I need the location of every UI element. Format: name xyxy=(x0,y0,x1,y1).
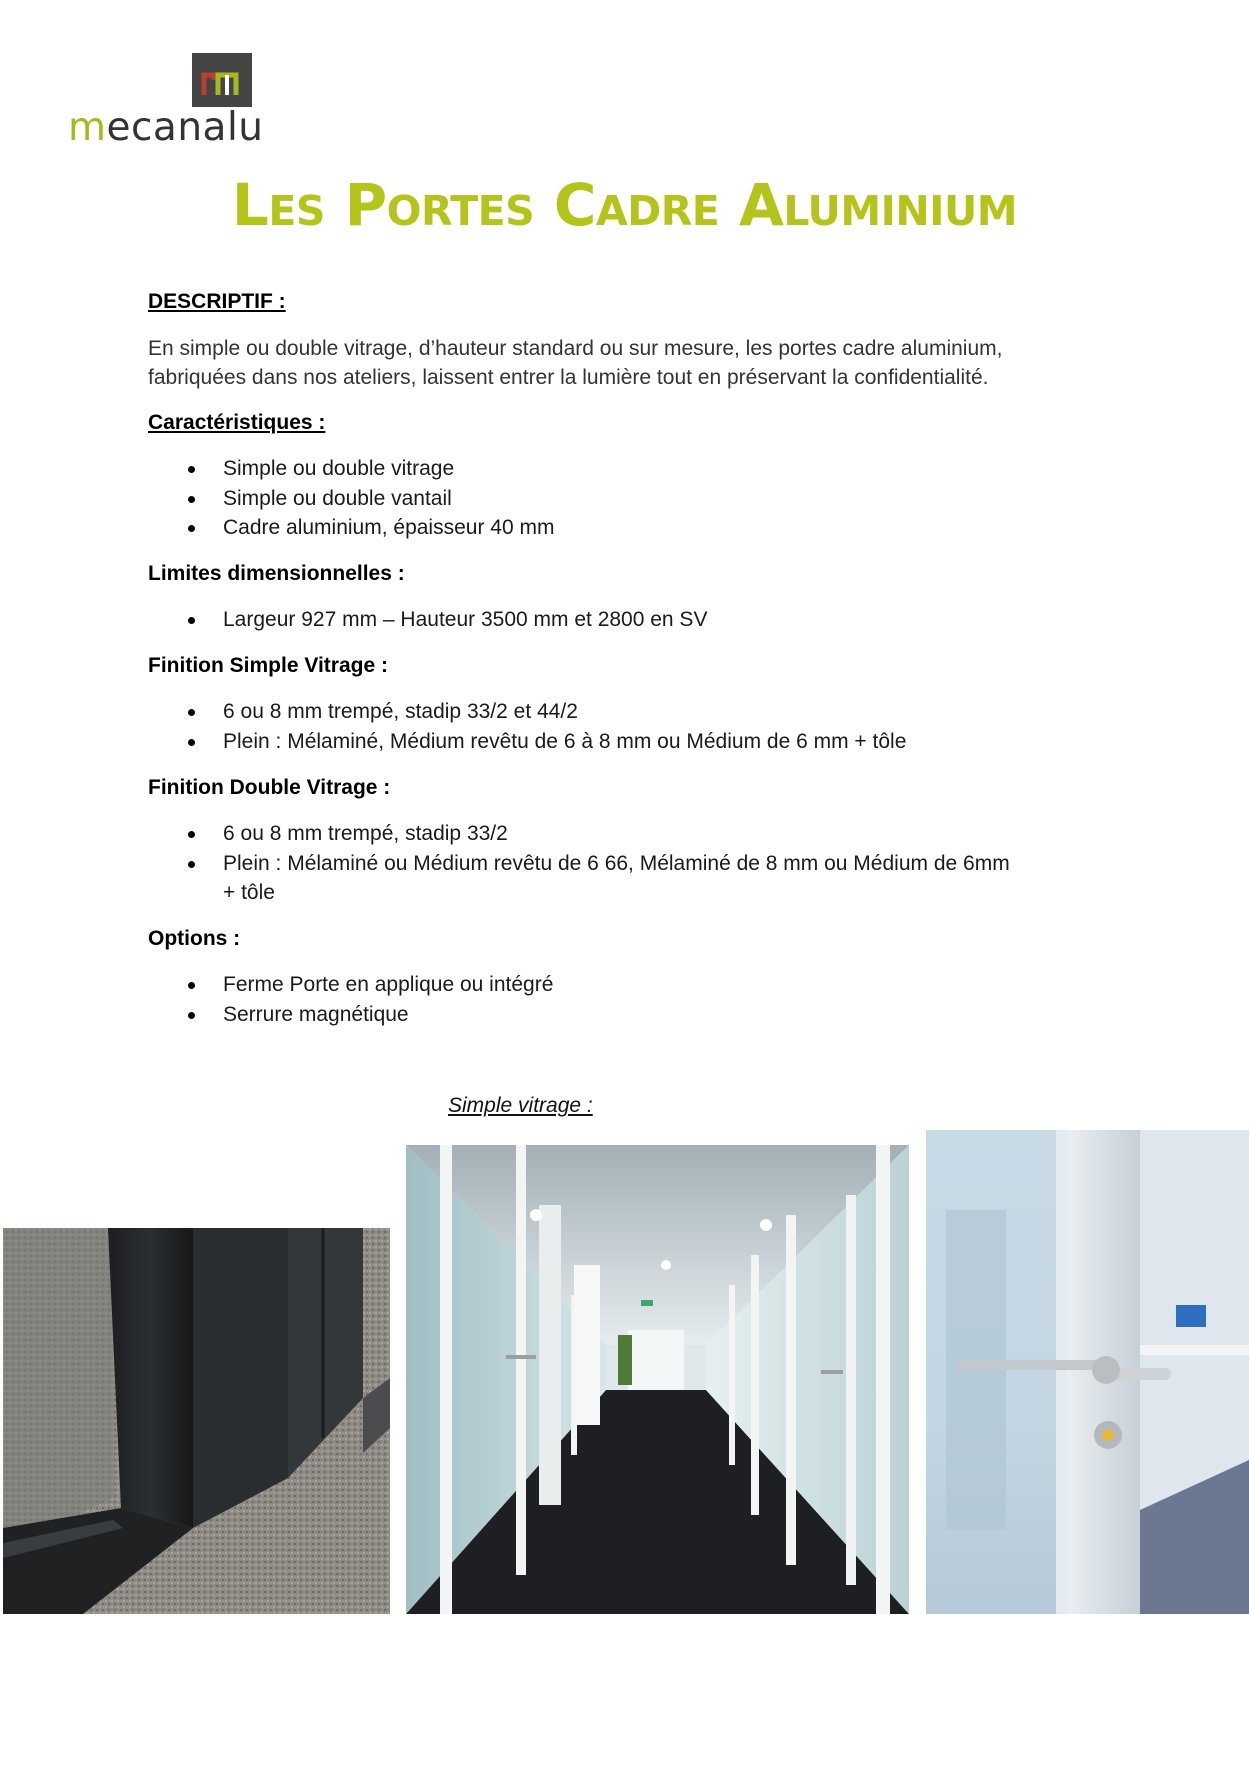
finition-sv-list xyxy=(223,697,906,756)
descriptif-heading: DESCRIPTIF : xyxy=(148,290,286,313)
page-title: Les Portes Cadre Aluminium xyxy=(231,171,1018,239)
logo-wordmark: mecanalu xyxy=(68,105,264,150)
list-item-continuation: + tôle xyxy=(223,881,275,904)
limites-heading: Limites dimensionnelles : xyxy=(148,562,405,585)
list-item: Plein : Mélaminé, Médium revêtu de 6 à 8 mm ou Médium de 6 mm + tôle xyxy=(223,727,906,757)
options-list xyxy=(223,970,553,1029)
limites-list xyxy=(223,605,707,635)
list-item: Serrure magnétique xyxy=(223,1000,553,1030)
descriptif-line-1: En simple ou double vitrage, d’hauteur standard ou sur mesure, les portes cadre aluminium, xyxy=(148,337,1003,360)
finition-sv-heading: Finition Simple Vitrage : xyxy=(148,654,388,677)
list-item: Cadre aluminium, épaisseur 40 mm xyxy=(223,513,554,543)
list-item: 6 ou 8 mm trempé, stadip 33/2 et 44/2 xyxy=(223,697,906,727)
descriptif-text xyxy=(148,334,1002,392)
options-heading: Options : xyxy=(148,927,241,950)
logo-mark xyxy=(192,53,252,107)
caracteristiques-list xyxy=(223,454,554,543)
caracteristiques-heading: Caractéristiques : xyxy=(148,411,326,434)
list-item: Largeur 927 mm – Hauteur 3500 mm et 2800 en SV xyxy=(223,605,707,635)
list-item: 6 ou 8 mm trempé, stadip 33/2 xyxy=(223,819,1103,849)
photo-door-handle xyxy=(926,1130,1249,1614)
list-item: Ferme Porte en applique ou intégré xyxy=(223,970,553,1000)
photo-corridor xyxy=(406,1145,909,1614)
finition-dv-heading: Finition Double Vitrage : xyxy=(148,776,391,799)
photo-caption: Simple vitrage : xyxy=(448,1094,593,1117)
photo-frame-detail xyxy=(3,1228,390,1614)
list-item: Simple ou double vantail xyxy=(223,484,554,514)
descriptif-line-2: fabriquées dans nos ateliers, laissent entrer la lumière tout en préservant la confidentialité. xyxy=(148,366,989,389)
list-item: Simple ou double vitrage xyxy=(223,454,554,484)
list-item: Plein : Mélaminé ou Médium revêtu de 6 66, Mélaminé de 8 mm ou Médium de 6mm xyxy=(223,849,1103,879)
finition-dv-list xyxy=(223,819,1103,908)
